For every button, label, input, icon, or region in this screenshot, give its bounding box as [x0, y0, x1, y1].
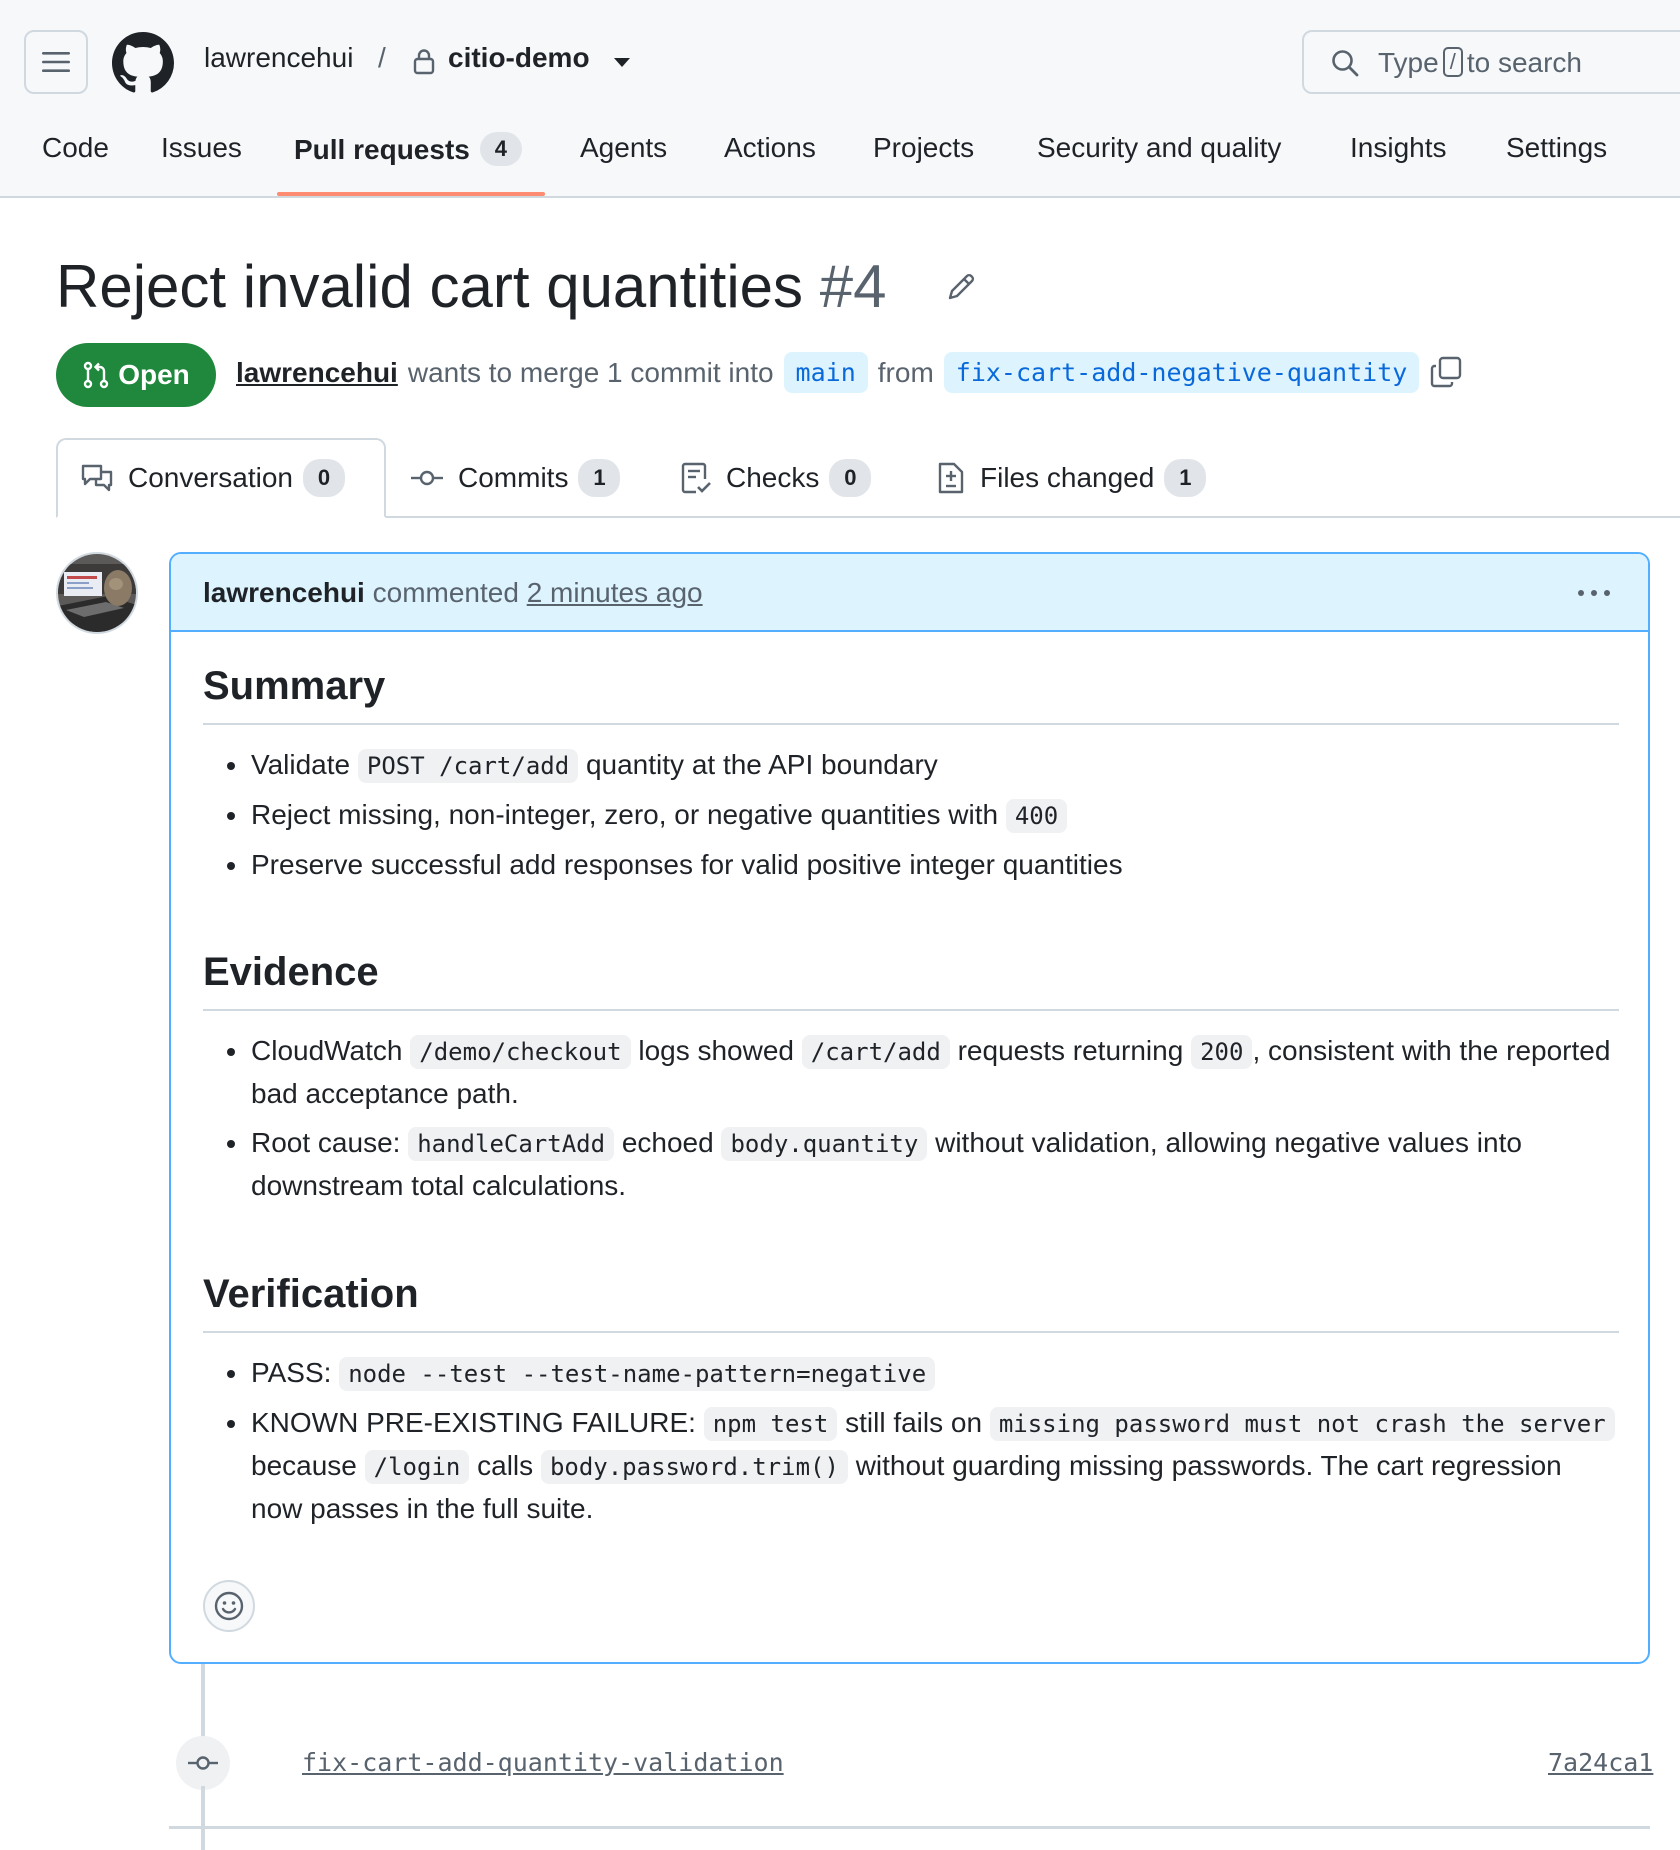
- path-separator: /: [378, 42, 386, 73]
- search-input[interactable]: [1302, 30, 1680, 94]
- divider: [169, 1826, 1650, 1829]
- tab-settings[interactable]: Settings: [1506, 132, 1608, 163]
- search-shortcut-key: /: [1443, 47, 1463, 77]
- comment-byline: lawrencehui commented 2 minutes ago: [203, 577, 703, 608]
- repo-header: [0, 0, 1680, 198]
- git-commit-icon: [410, 463, 444, 493]
- page-title: Reject invalid cart quantities #4: [56, 253, 887, 320]
- conversation-count: 0: [303, 459, 345, 497]
- smiley-icon: [213, 1590, 245, 1622]
- base-branch[interactable]: main: [784, 352, 868, 393]
- tab-actions[interactable]: Actions: [724, 132, 816, 163]
- from-text: from: [877, 356, 934, 388]
- search-placeholder: Type / to search: [1378, 47, 1582, 78]
- list-item: Reject missing, non-integer, zero, or negative quantities with 400: [203, 794, 1619, 837]
- copy-icon[interactable]: [1428, 354, 1464, 390]
- list-item: CloudWatch /demo/checkout logs showed /cart/add requests returning 200 , consistent with the reported bad acceptance path.: [203, 1030, 1619, 1115]
- pr-author-link[interactable]: lawrencehui: [236, 356, 398, 388]
- active-tab-underline: [277, 192, 545, 196]
- checks-count: 0: [829, 459, 871, 497]
- commits-count: 1: [578, 459, 620, 497]
- summary-list: [203, 744, 1619, 893]
- pr-meta: [236, 352, 1429, 393]
- list-item: Root cause: handleCartAdd echoed body.quantity without validation, allowing negative values into downstream total calculations.: [203, 1122, 1619, 1207]
- git-commit-icon: [187, 1753, 219, 1773]
- repo-name-link[interactable]: citio-demo: [448, 42, 590, 73]
- git-pull-request-icon: [82, 361, 110, 389]
- list-item: Validate POST /cart/add quantity at the API boundary: [203, 744, 1619, 787]
- status-badge: [56, 343, 216, 407]
- verification-heading: Verification: [203, 1272, 1619, 1333]
- comment-box: [169, 552, 1650, 1664]
- files-changed-count: 1: [1164, 459, 1206, 497]
- avatar[interactable]: [56, 552, 138, 634]
- merge-text: wants to merge 1 commit into: [407, 356, 774, 388]
- tab-code[interactable]: Code: [42, 132, 109, 163]
- search-icon: [1330, 48, 1360, 78]
- tab-checks[interactable]: Checks 0: [680, 438, 871, 518]
- pr-number: #4: [819, 253, 887, 320]
- comment-timestamp-link[interactable]: 2 minutes ago: [526, 577, 703, 608]
- evidence-list: [203, 1030, 1619, 1214]
- list-item: Preserve successful add responses for valid positive integer quantities: [203, 844, 1619, 886]
- hamburger-icon: [41, 50, 71, 74]
- tab-insights[interactable]: Insights: [1350, 132, 1447, 163]
- comment-author-link[interactable]: lawrencehui: [203, 577, 365, 608]
- repo-owner-link[interactable]: lawrencehui: [204, 42, 354, 73]
- tab-files-changed[interactable]: Files changed 1: [936, 438, 1206, 518]
- list-item: PASS: node --test --test-name-pattern=negative: [203, 1352, 1619, 1395]
- verification-list: [203, 1352, 1619, 1537]
- commit-sha-link[interactable]: 7a24ca1: [1548, 1748, 1654, 1777]
- github-logo-icon[interactable]: [112, 32, 174, 94]
- comment-header: [171, 554, 1648, 632]
- summary-heading: Summary: [203, 664, 1619, 725]
- status-label: Open: [118, 359, 190, 390]
- tab-issues[interactable]: Issues: [161, 132, 242, 163]
- timeline-line: [201, 1786, 205, 1850]
- repo-dropdown-chevron-icon[interactable]: [614, 58, 630, 67]
- file-diff-icon: [936, 461, 966, 495]
- repo-nav: [0, 120, 1680, 198]
- tab-security-and-quality[interactable]: Security and quality: [1037, 132, 1282, 163]
- head-branch[interactable]: fix-cart-add-negative-quantity: [944, 352, 1420, 393]
- tab-pull-requests[interactable]: Pull requests 4: [294, 132, 522, 166]
- kebab-horizontal-icon[interactable]: [1574, 578, 1614, 608]
- evidence-heading: Evidence: [203, 950, 1619, 1011]
- commit-message-link[interactable]: fix-cart-add-quantity-validation: [302, 1748, 784, 1777]
- avatar-image-icon: [58, 554, 138, 634]
- pencil-icon[interactable]: [944, 270, 978, 304]
- lock-icon: [412, 48, 436, 76]
- checklist-icon: [680, 461, 712, 495]
- timeline-commit-badge: [176, 1736, 230, 1790]
- add-reaction-button[interactable]: [203, 1580, 255, 1632]
- pull-requests-count: 4: [480, 132, 522, 166]
- tab-conversation[interactable]: Conversation 0: [56, 438, 386, 518]
- tab-projects[interactable]: Projects: [873, 132, 975, 163]
- list-item: KNOWN PRE-EXISTING FAILURE: npm test still fails on missing password must not crash the server because /login calls body.password.trim() without guarding missing passwords. The cart regression now passes in the full suite.: [203, 1402, 1619, 1530]
- tab-agents[interactable]: Agents: [580, 132, 668, 163]
- timeline-line: [201, 1664, 205, 1740]
- tab-commits[interactable]: Commits 1: [410, 438, 620, 518]
- comment-discussion-icon: [80, 463, 114, 493]
- menu-button[interactable]: [24, 30, 88, 94]
